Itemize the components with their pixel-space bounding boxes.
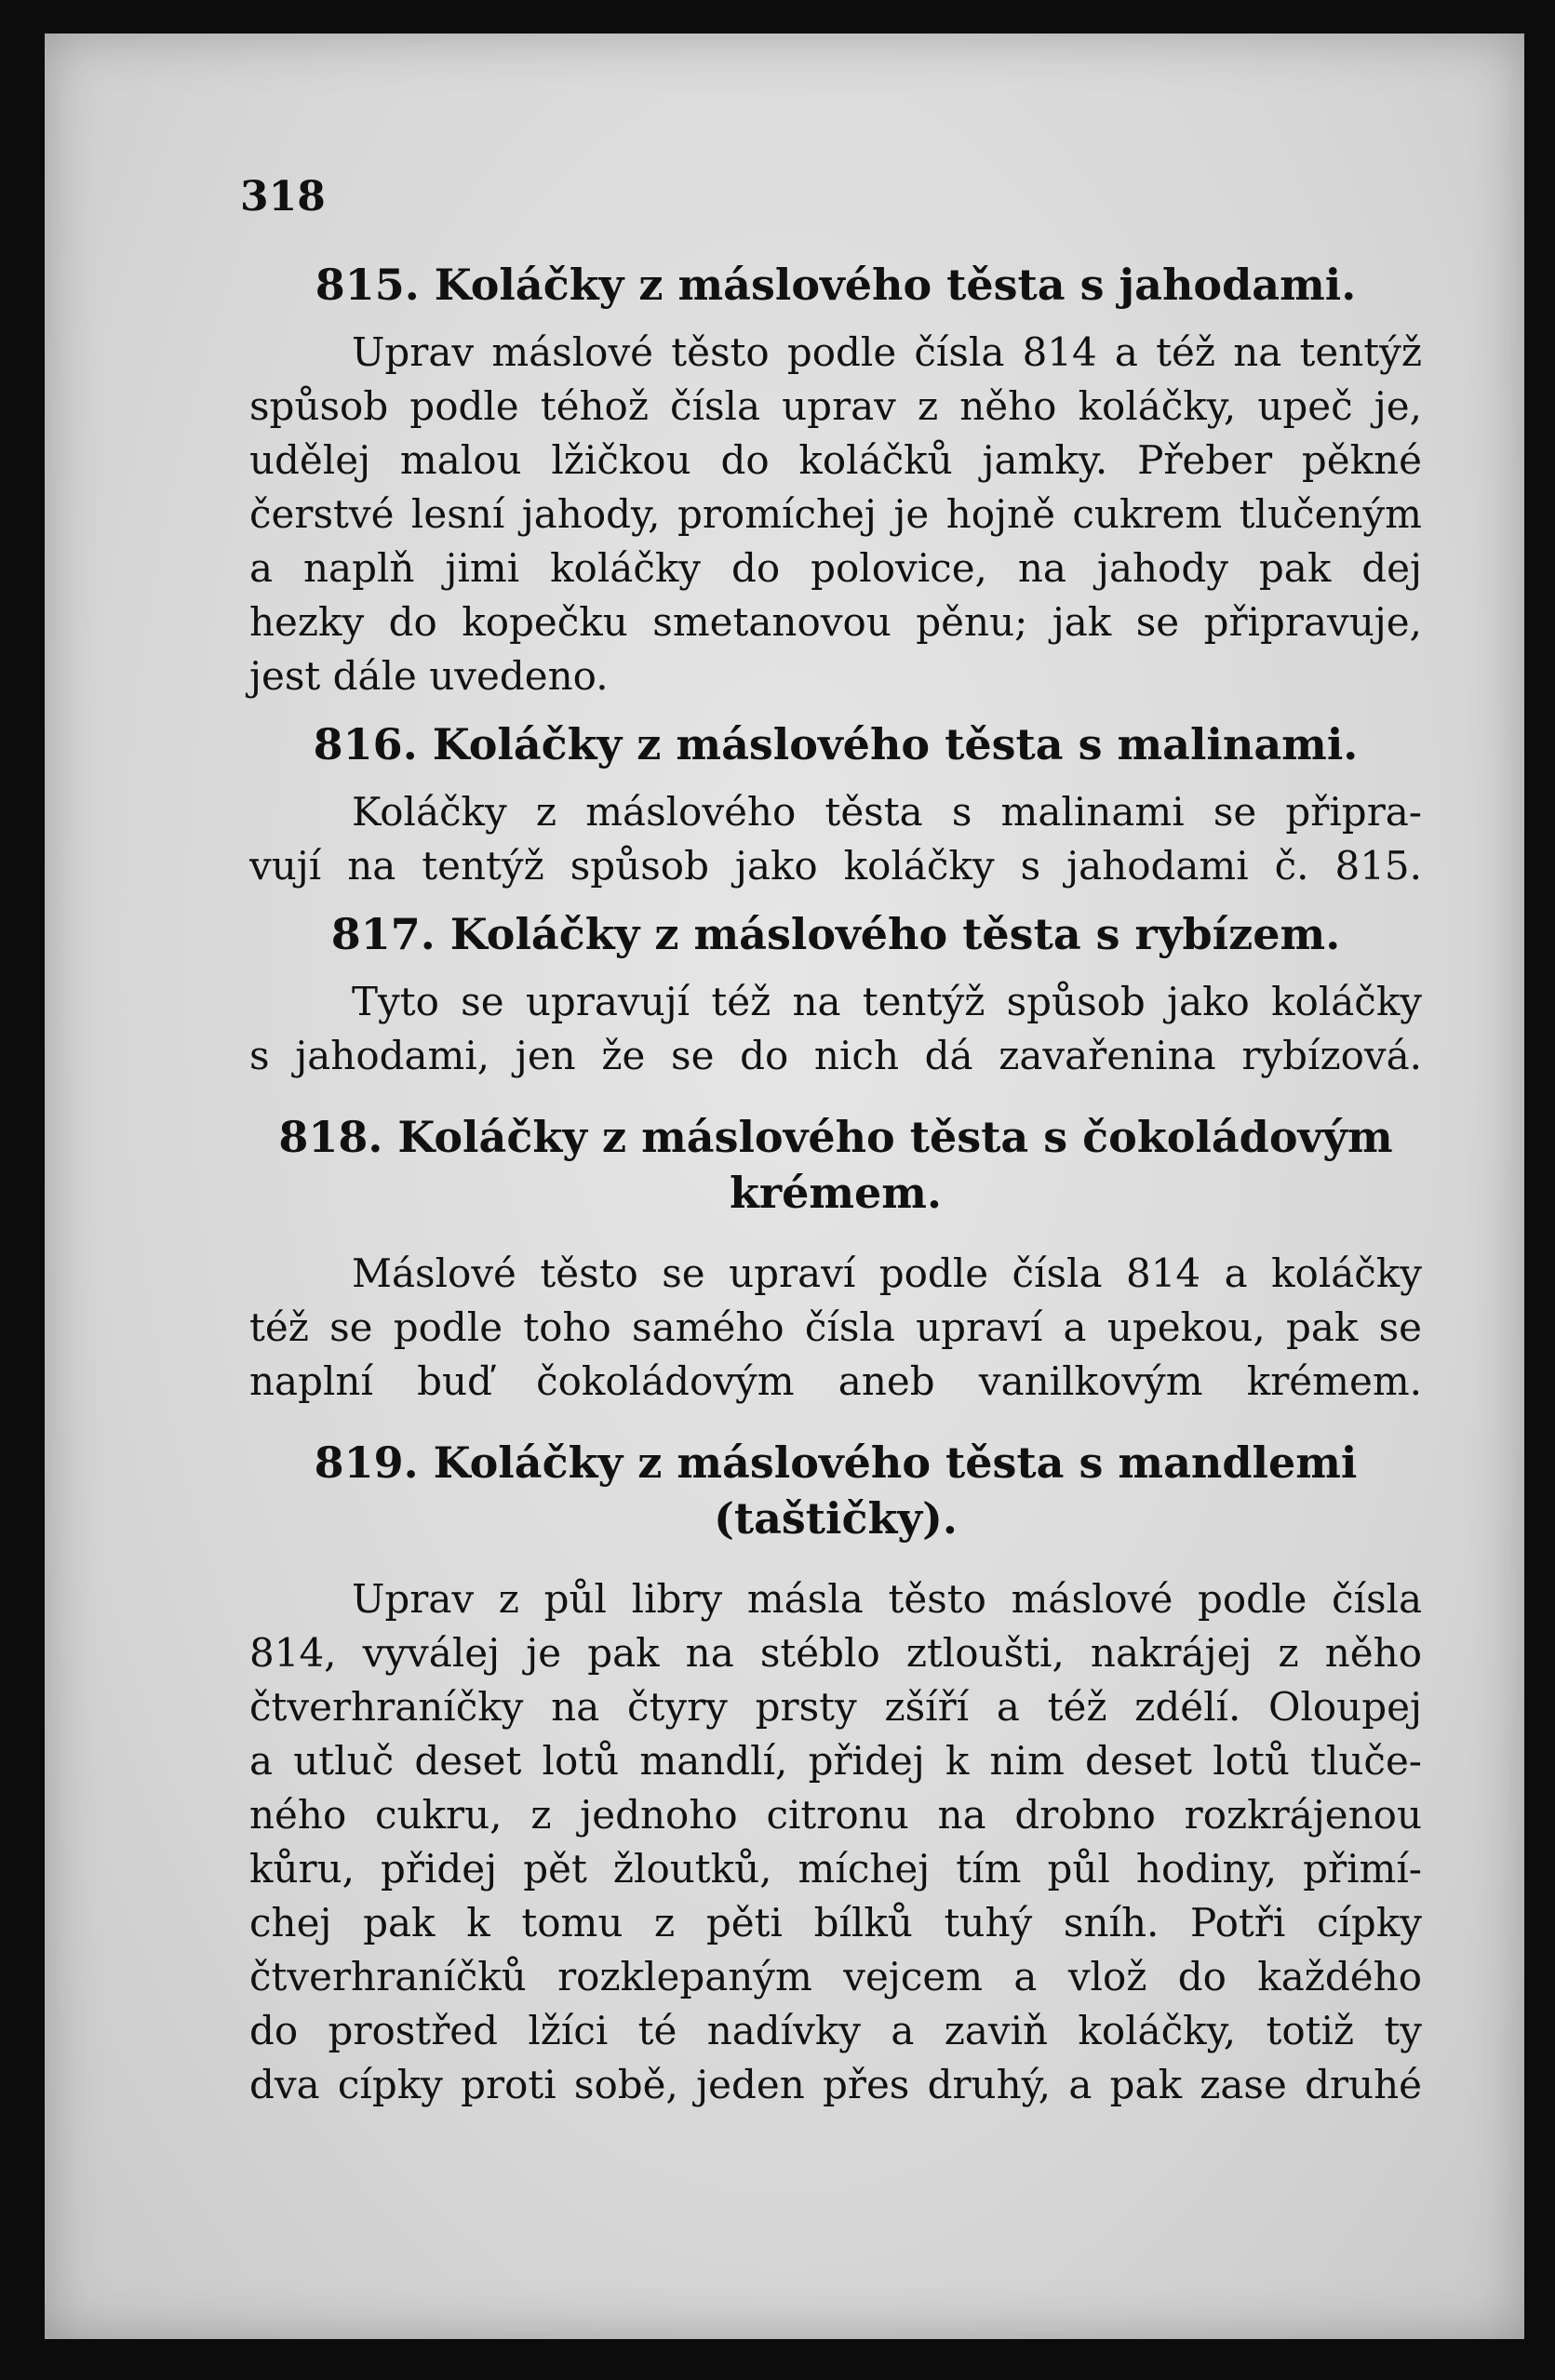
text-line: jest dále uvedeno. (249, 653, 609, 699)
text-line: hezky do kopečku smetanovou pěnu; jak se připravuje, (249, 599, 1422, 645)
recipe-heading: 815. Koláčky z máslového těsta s jahodami. (315, 260, 1357, 310)
text-line: Máslové těsto se upraví podle čísla 814 a koláčky (352, 1250, 1422, 1296)
recipe-817 (249, 906, 1422, 1083)
page-number: 318 (240, 173, 326, 221)
recipe-heading: 818. Koláčky z máslového těsta s čokoládovým (278, 1112, 1393, 1162)
text-line: chej pak k tomu z pěti bílků tuhý sníh. Potři cípky (249, 1900, 1422, 1945)
text-line: též se podle toho samého čísla upraví a upekou, pak se (249, 1304, 1422, 1350)
text-line: 814, vyválej je pak na stéblo ztloušti, nakrájej z něho (249, 1630, 1422, 1676)
book-page (45, 33, 1524, 2339)
text-line: ného cukru, z jednoho citronu na drobno rozkrájenou (249, 1792, 1422, 1838)
text-line: spůsob podle téhož čísla uprav z něho koláčky, upeč je, (249, 383, 1422, 429)
text-line: čtverhraníčků rozklepaným vejcem a vlož do každého (249, 1954, 1422, 1999)
recipe-heading-continued: (taštičky). (714, 1493, 958, 1544)
text-line: Uprav z půl libry másla těsto máslové podle čísla (352, 1576, 1422, 1622)
text-line: naplní buď čokoládovým aneb vanilkovým krémem. (249, 1358, 1422, 1404)
text-line: Koláčky z máslového těsta s malinami se připra- (352, 789, 1422, 835)
recipe-text (249, 785, 1422, 893)
text-line: vují na tentýž spůsob jako koláčky s jahodami č. 815. (249, 843, 1422, 889)
recipe-text (249, 975, 1422, 1083)
recipe-text (249, 1572, 1422, 2112)
text-line: a utluč deset lotů mandlí, přidej k nim deset lotů tluče- (249, 1738, 1422, 1784)
recipe-heading-continued: krémem. (729, 1168, 942, 1218)
recipe-816 (249, 716, 1422, 893)
page-text (249, 257, 1422, 2112)
recipe-heading: 816. Koláčky z máslového těsta s malinami. (313, 719, 1359, 769)
text-line: kůru, přidej pět žloutků, míchej tím půl hodiny, přimí- (249, 1846, 1422, 1892)
text-line: čtverhraníčky na čtyry prsty zšíří a též zdélí. Oloupej (249, 1684, 1422, 1730)
text-line: Uprav máslové těsto podle čísla 814 a též na tentýž (352, 329, 1422, 375)
recipe-818 (249, 1109, 1422, 1409)
text-line: dva cípky proti sobě, jeden přes druhý, a pak zase druhé (249, 2062, 1422, 2107)
recipe-815 (249, 257, 1422, 703)
text-line: Tyto se upravují též na tentýž spůsob jako koláčky (352, 979, 1422, 1024)
recipe-text (249, 1247, 1422, 1409)
text-line: s jahodami, jen že se do nich dá zavařenina rybízová. (249, 1033, 1422, 1078)
text-line: čerstvé lesní jahody, promíchej je hojně cukrem tlučeným (249, 491, 1422, 537)
recipe-819 (249, 1435, 1422, 2112)
recipe-text (249, 326, 1422, 703)
text-line: udělej malou lžičkou do koláčků jamky. Přeber pěkné (249, 437, 1422, 483)
text-line: a naplň jimi koláčky do polovice, na jahody pak dej (249, 545, 1422, 591)
text-line: do prostřed lžíci té nadívky a zaviň koláčky, totiž ty (249, 2008, 1422, 2053)
recipe-heading: 817. Koláčky z máslového těsta s rybízem. (330, 909, 1341, 959)
recipe-heading: 819. Koláčky z máslového těsta s mandlemi (314, 1437, 1358, 1488)
